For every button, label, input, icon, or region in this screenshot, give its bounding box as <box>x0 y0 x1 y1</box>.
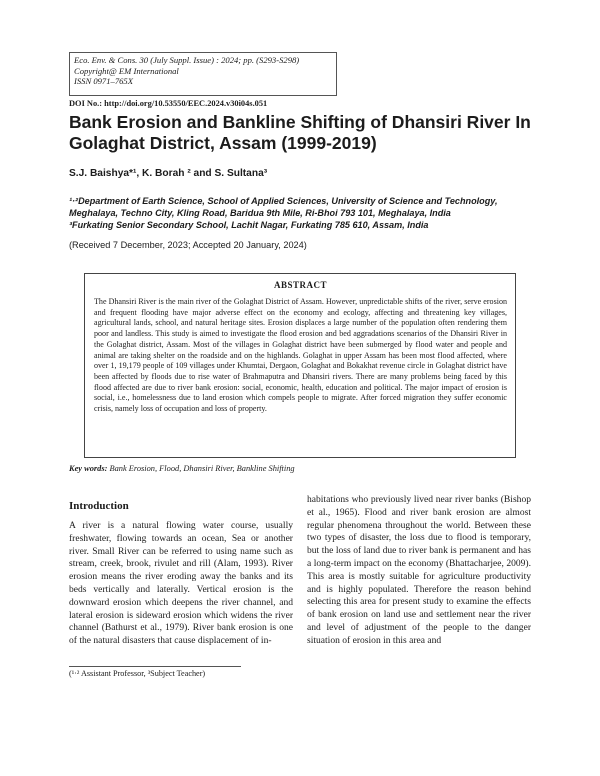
abstract-heading: ABSTRACT <box>273 280 327 290</box>
received-dates: (Received 7 December, 2023; Accepted 20 January, 2024) <box>69 240 307 250</box>
paper-title: Bank Erosion and Bankline Shifting of Dhansiri River In Golaghat District, Assam (1999-2019) <box>69 112 531 153</box>
right-column <box>307 494 531 648</box>
body-paragraph: A river is a natural flowing water course, usually freshwater, flowing towards an ocean, Sea or another river. Small River can be referred to using name such as stream, creek, brook, rivulet and rill (Alam, 1993). River erosion means the river eroding away the banks and its beds vertically and laterally. Vertical erosion is the downward erosion which deepens the river channel, and lateral erosion is sideward erosion which widens the river channel (Bathurst et al., 1979). River bank erosion is one of the natural disasters that cause displacement of in- <box>69 520 293 647</box>
keywords-value: Bank Erosion, Flood, Dhansiri River, Bankline Shifting <box>109 464 295 473</box>
doi-line[interactable]: DOI No.: http://doi.org/10.53550/EEC.2024.v30i04s.051 <box>69 99 268 108</box>
journal-citation-box <box>69 52 337 96</box>
introduction-heading: Introduction <box>69 500 129 512</box>
abstract-text: The Dhansiri River is the main river of the Golaghat District of Assam. However, unpredictable shifts of the river, serve erosion and frequent flooding have major adverse effect on the economy and ecology, affecting and threatening key villages, agricultural lands, school, and natural heritage sites. Erosion displaces a large number of the population often rendering them poor and landless. This study is aimed to investigate the flood erosion and bed aggradations scenarios of the Dhansiri River in the Golaghat district, Assam. Most of the villages in Golaghat district have been submerged by flood water and people and animal are taking shelter on the roadside and on the highlands. Golaghat in upper Assam has been most flood affected, where over 1, 19,179 people of 109 villages under Khumtai, Dergaon, Golaghat and Bokakhat revenue circle in Golaghat district have been affected by floods due to rise water of Brahmaputra and Dhansiri rivers. There are many problems being faced by this flood affected are due to river bank erosion: social, economic, health, education and political. The major impact of erosion is social, i.e., homelessness due to land erosion which compels people to migrate. After forced migration they suffer economic crisis, namely loss of occupation and loss of property. <box>94 297 507 414</box>
keywords-label: Key words: <box>69 464 108 473</box>
affiliation-line-1: ¹·²Department of Earth Science, School of Applied Sciences, University of Science and Technology, <box>69 196 498 206</box>
journal-copyright-line: Copyright@ EM International <box>74 65 179 76</box>
footnote: (¹·² Assistant Professor, ³Subject Teacher) <box>69 669 206 678</box>
keywords-line <box>69 464 295 473</box>
footnote-divider <box>69 666 241 667</box>
journal-citation-line: Eco. Env. & Cons. 30 (July Suppl. Issue) : 2024; pp. (S293-S298) <box>74 55 300 65</box>
affiliation-line-2: Meghalaya, Techno City, Kling Road, Baridua 9th Mile, Ri-Bhoi 793 101, Meghalaya, India <box>69 208 451 218</box>
journal-issn-line: ISSN 0971–765X <box>74 76 133 87</box>
author-list: S.J. Baishya*¹, K. Borah ² and S. Sultana³ <box>69 168 268 179</box>
body-paragraph: habitations who previously lived near river banks (Bishop et al., 1965). Flood and river bank erosion are almost regular phenomena throughout the world. Between these two types of disaster, the loss due to flood is temporary, but the loss of land due to river bank is permanent and has a long-term impact on the economy (Bhattacharjee, 2009). This area is mostly suitable for agriculture productivity and is highly populated. Therefore the reason behind selecting this area for present study to examine the effects of bank erosion on land use and settlement near the river and level of adjustment of the people to the danger situation of erosion in this area and <box>307 494 531 646</box>
abstract-box <box>84 273 516 458</box>
affiliation-line-3: ³Furkating Senior Secondary School, Lachit Nagar, Furkating 785 610, Assam, India <box>69 220 429 230</box>
left-column <box>69 520 293 648</box>
